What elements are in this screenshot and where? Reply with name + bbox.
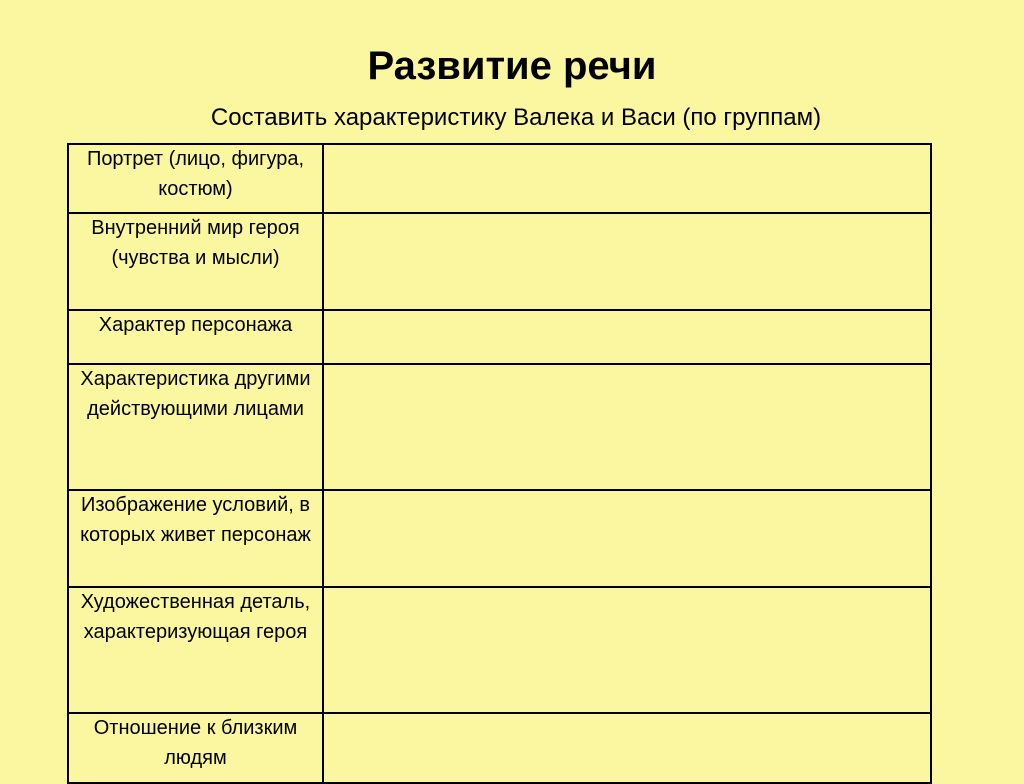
table-row (68, 587, 931, 713)
page-title: Развитие речи (367, 44, 657, 88)
answer-cell-by-others[interactable] (323, 364, 931, 490)
answer-cell-detail[interactable] (323, 587, 931, 713)
table-row (68, 310, 931, 364)
task-subtitle: Составить характеристику Валека и Васи (по группам) (210, 104, 822, 131)
characteristic-table (67, 143, 932, 784)
row-label-conditions: Изображение условий, в которых живет персонаж (68, 490, 323, 587)
answer-cell-relations[interactable] (323, 713, 931, 783)
row-label-portrait: Портрет (лицо, фигура, костюм) (68, 144, 323, 213)
row-label-by-others: Характеристика другими действующими лицами (68, 364, 323, 490)
answer-cell-character[interactable] (323, 310, 931, 364)
table-row (68, 144, 931, 213)
table-row (68, 490, 931, 587)
row-label-relations: Отношение к близким людям (68, 713, 323, 783)
answer-cell-portrait[interactable] (323, 144, 931, 213)
row-label-character: Характер персонажа (68, 310, 323, 364)
row-label-inner-world: Внутренний мир героя (чувства и мысли) (68, 213, 323, 310)
answer-cell-conditions[interactable] (323, 490, 931, 587)
row-label-detail: Художественная деталь, характеризующая героя (68, 587, 323, 713)
answer-cell-inner-world[interactable] (323, 213, 931, 310)
table-row (68, 713, 931, 783)
table-row (68, 364, 931, 490)
table-row (68, 213, 931, 310)
